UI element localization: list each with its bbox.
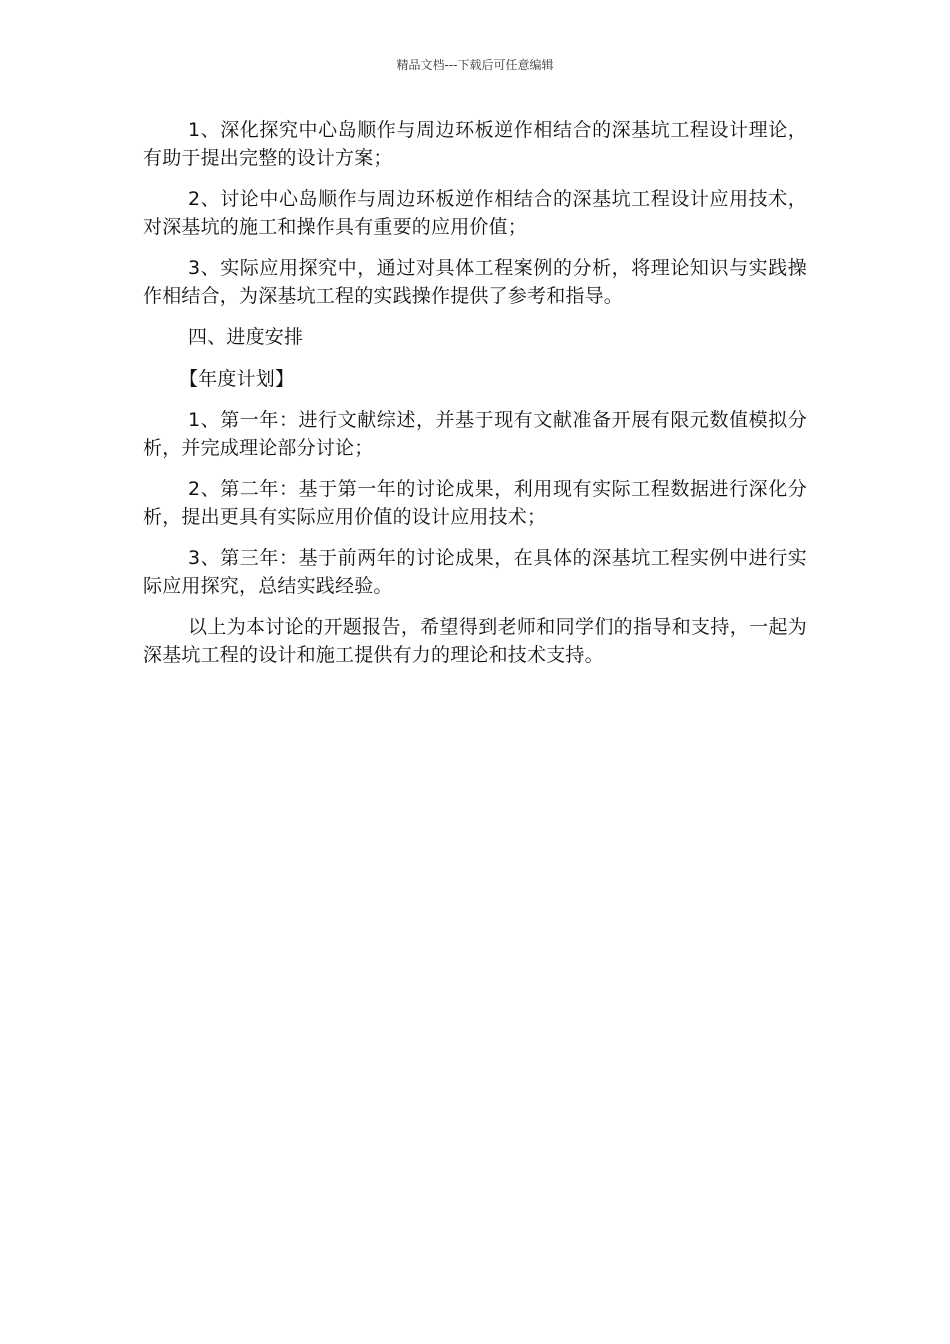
- paragraph-year-1: 1、第一年：进行文献综述，并基于现有文献准备开展有限元数值模拟分析，并完成理论部分讨论；: [143, 409, 807, 459]
- paragraph-goal-2: 2、讨论中心岛顺作与周边环板逆作相结合的深基坑工程设计应用技术，对深基坑的施工和操作具有重要的应用价值；: [143, 188, 807, 238]
- paragraph-goal-1: 1、深化探究中心岛顺作与周边环板逆作相结合的深基坑工程设计理论，有助于提出完整的设计方案；: [143, 119, 807, 169]
- paragraph-goal-3: 3、实际应用探究中，通过对具体工程案例的分析，将理论知识与实践操作相结合，为深基坑工程的实践操作提供了参考和指导。: [143, 257, 807, 307]
- page-header: 精品文档---下载后可任意编辑: [396, 58, 554, 72]
- paragraph-conclusion: 以上为本讨论的开题报告，希望得到老师和同学们的指导和支持，一起为深基坑工程的设计和施工提供有力的理论和技术支持。: [143, 616, 807, 666]
- paragraph-year-2: 2、第二年：基于第一年的讨论成果，利用现有实际工程数据进行深化分析，提出更具有实际应用价值的设计应用技术；: [143, 478, 807, 528]
- paragraph-year-3: 3、第三年：基于前两年的讨论成果，在具体的深基坑工程实例中进行实际应用探究，总结实践经验。: [143, 547, 807, 597]
- subheading-annual-plan: 【年度计划】: [179, 367, 295, 390]
- document-body: [143, 117, 807, 683]
- section-heading-schedule: 四、进度安排: [188, 326, 304, 348]
